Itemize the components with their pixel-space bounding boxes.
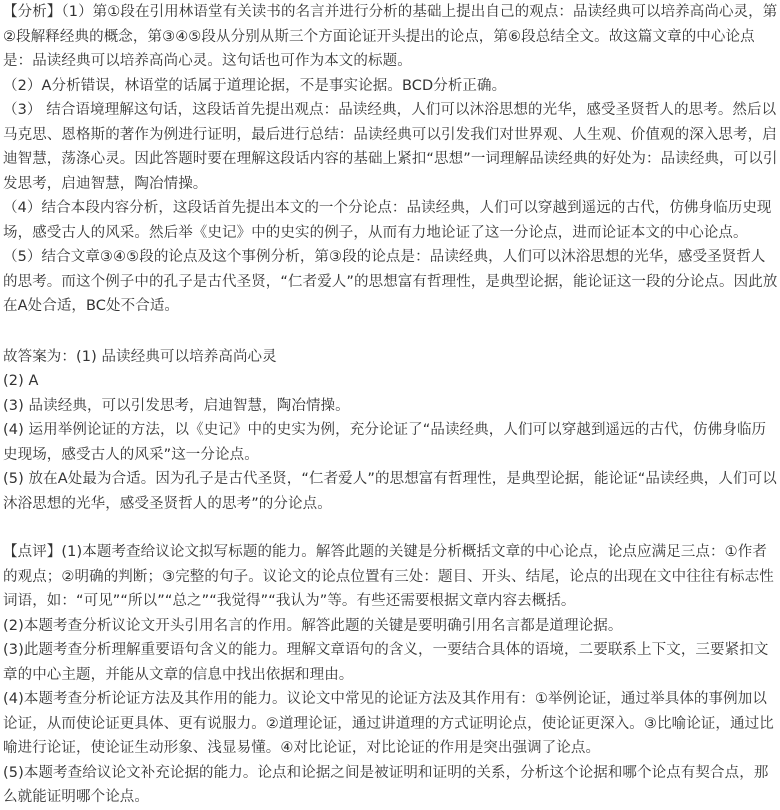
- analysis-paragraph-4: （4）结合本段内容分析，这段话首先提出本文的一个分论点：品读经典，人们可以穿越到遥远的古代，仿佛身临历史现场，感受古人的风采。然后举《史记》中的史实的例子，从而有力地论证了这一分论点，进而论证本文的中心论点。: [3, 200, 772, 241]
- comment-paragraph-3: (3)此题考查分析理解重要语句含义的能力。理解文章语句的含义，一要结合具体的语境，二要联系上下文，三要紧扣文章的中心主题，并能从文章的信息中找出依据和理由。: [3, 642, 769, 683]
- comment-section: [3, 540, 780, 810]
- answer-line-4: (4) 运用举例论证的方法，以《史记》中的史实为例，充分论证了“品读经典，人们可以穿越到遥远的古代，仿佛身临历史现场，感受古人的风采”这一分论点。: [3, 422, 767, 463]
- analysis-paragraph-1: 【分析】（1）第①段在引用林语堂有关读书的名言并进行分析的基础上提出自己的观点：品读经典可以培养高尚心灵，第②段解释经典的概念，第③④⑤段从分别从斯三个方面论证开头提出的论点，第⑥段总结全文。故这篇文章的中心论点是：品读经典可以培养高尚心灵。这句话也可作为本文的标题。: [3, 4, 778, 69]
- analysis-section: [3, 0, 780, 319]
- analysis-paragraph-5: （5）结合文章③④⑤段的论点及这个事例分析，第③段的论点是：品读经典，人们可以沐浴思想的光华，感受圣贤哲人的思考。而这个例子中的孔子是古代圣贤，“仁者爱人”的思想富有哲理性，是典型论据，能论证这一段的分论点。因此放在A处合适，BC处不合适。: [3, 249, 778, 314]
- answer-section: [3, 345, 780, 517]
- section-spacer: [3, 516, 780, 540]
- analysis-paragraph-3: （3） 结合语境理解这句话，这段话首先提出观点：品读经典，人们可以沐浴思想的光华，感受圣贤哲人的思考。然后以马克思、恩格斯的著作为例进行证明，最后进行总结：品读经典可以引发我们对世界观、人生观、价值观的深入思考，启迪智慧，荡涤心灵。因此答题时要在理解这段话内容的基础上紧扣“思想”一词理解品读经典的好处为：品读经典，可以引发思考，启迪智慧，陶冶情操。: [3, 102, 778, 192]
- section-spacer: [3, 319, 780, 345]
- comment-paragraph-5: (5)本题考查给议论文补充论据的能力。论点和论据之间是被证明和证明的关系，分析这个论据和哪个论点有契合点，那么就能证明哪个论点。: [3, 764, 769, 805]
- analysis-paragraph-2: （2）A分析错误，林语堂的话属于道理论据，不是事实论据。BCD分析正确。: [3, 77, 507, 94]
- comment-paragraph-2: (2)本题考查分析议论文开头引用名言的作用。解答此题的关键是要明确引用名言都是道理论据。: [3, 617, 623, 634]
- answer-line-3: (3) 品读经典，可以引发思考，启迪智慧，陶冶情操。: [3, 397, 350, 414]
- answer-line-2: (2) A: [3, 373, 39, 389]
- comment-paragraph-1: 【点评】(1)本题考查给议论文拟写标题的能力。解答此题的关键是分析概括文章的中心论点，论点应满足三点：①作者的观点；②明确的判断；③完整的句子。议论文的论点位置有三处：题目、开头、结尾，论点的出现在文中往往有标志性词语，如：“可见”“所以”“总之”“我觉得”“我认为”等。有些还需要根据文章内容去概括。: [3, 544, 774, 609]
- answer-line-1: 故答案为：(1) 品读经典可以培养高尚心灵: [3, 348, 277, 365]
- comment-paragraph-4: (4)本题考查分析论证方法及其作用的能力。议论文中常见的论证方法及其作用有：①举例论证，通过举具体的事例加以论证，从而使论证更具体、更有说服力。②道理论证，通过讲道理的方式证明论点，使论证更深入。③比喻论证，通过比喻进行论证，使论证生动形象、浅显易懂。④对比论证，对比论证的作用是突出强调了论点。: [3, 691, 774, 756]
- answer-line-5: (5) 放在A处最为合适。因为孔子是古代圣贤，“仁者爱人”的思想富有哲理性，是典型论据，能论证“品读经典，人们可以沐浴思想的光华，感受圣贤哲人的思考”的分论点。: [3, 471, 777, 512]
